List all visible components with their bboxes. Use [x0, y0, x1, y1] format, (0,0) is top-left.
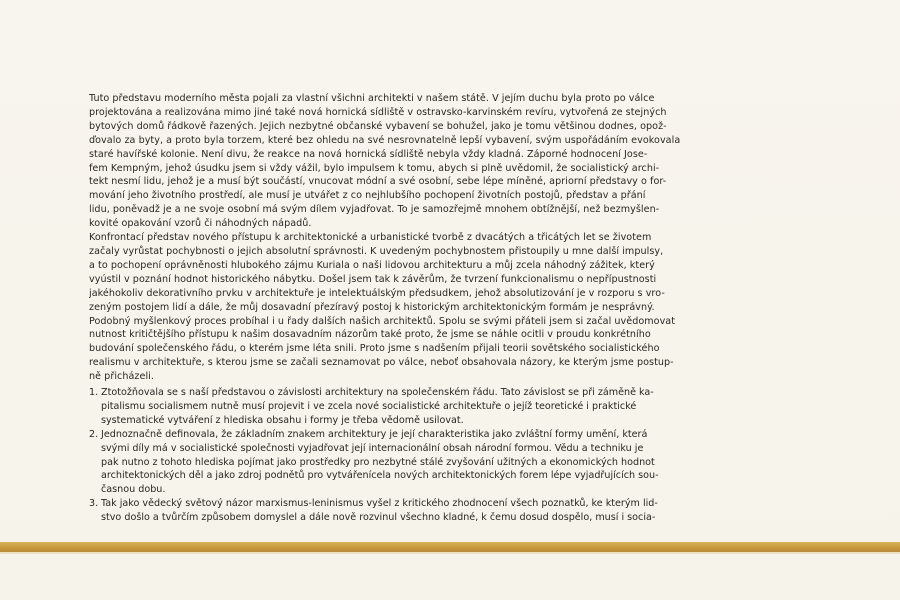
- text-line: fem Kempným, jehož úsudku jsem si vždy vážil, bylo impulsem k tomu, abych si plně uvědomil, že socialistický archi-: [89, 162, 660, 174]
- text-line: nutnost kritičtějšího přístupu k našim dosavadním názorům také proto, že jsme se náhle ocitli v proudu konkrétního: [89, 329, 651, 341]
- text-line: časnou dobu.: [101, 484, 166, 496]
- gold-band-edge: [0, 552, 900, 554]
- second-paragraph: [89, 231, 757, 384]
- intro-paragraph: [89, 92, 757, 231]
- text-line: mování jeho životního prostředí, ale musí je utvářet z co nejhlubšího pochopení životních postojů, představ a přání: [89, 190, 646, 202]
- text-line: realismu v architektuře, s kterou jsme se začali seznamovat po válce, neboť obsahovala názory, ke kterým jsme postup-: [89, 357, 674, 369]
- text-line: systematické vytváření z hlediska obsahu i formy je třeba vědomě usilovat.: [101, 414, 464, 426]
- text-line: pitalismu socialismem nutně musí projevit i ve zcela nové socialistické architektuře o jejíž teoretické i praktické: [101, 400, 637, 412]
- text-line: jakéhokoliv dekorativního prvku v architektuře je intelektuálským předsudkem, jehož absolutizování je v rozporu s vro-: [89, 287, 665, 299]
- text-line: stvo došlo a tvůrčím způsobem domyslel a dále nově rozvinul všechno kladné, k čemu dosud dospělo, musí i socia-: [101, 512, 656, 524]
- list-number: 2.: [89, 428, 99, 440]
- text-line: ně přicházeli.: [89, 371, 154, 383]
- text-line: projektována a realizována mimo jiné také nová hornická sídliště v ostravsko-karvinském revíru, vytvořená ze stejných: [89, 106, 667, 118]
- text-line: zeným postojem lidí a dále, že můj dosavadní přezíravý postoj k historickým architektonickým formám je nesprávný.: [89, 301, 655, 313]
- text-line: Ztotožňovala se s naší představou o závislosti architektury na společenském řádu. Tato závislost se při záměně ka-: [101, 387, 654, 398]
- text-line: pak nutno z tohoto hlediska pojímat jako prostředky pro nezbytné stálé zvyšování užitných a ekonomických hodnot: [101, 456, 655, 468]
- list-item-text: [89, 386, 757, 428]
- text-line: vyústil v poznání hodnot historického nábytku. Došel jsem tak k závěrům, že tvrzení funkcionalismu o nepřípustnosti: [89, 273, 657, 285]
- text-line: začaly vyrůstat pochybnosti o jejich absolutní správnosti. K uvedeným pochybnostem přistoupily u mne další impulsy,: [89, 245, 664, 257]
- text-line: lidu, poněvadž je a ne svoje osobní má svým dílem vyjadřovat. To je samozřejmě mnohem obtížnější, než bezmyšlen-: [89, 204, 660, 216]
- text-line: a to pochopení oprávněnosti hlubokého zájmu Kuriala o naši lidovou architekturu a můj zcela náhodný zážitek, který: [89, 259, 655, 271]
- text-line: Jednoznačně definovala, že základním znakem architektury je její charakteristika jako zvláštní formy umění, která: [101, 428, 648, 440]
- text-line: Podobný myšlenkový proces probíhal i u řady dalších našich architektů. Spolu se svými přáteli jsem si začal uvědomovat: [89, 315, 676, 327]
- numbered-list: [89, 386, 757, 525]
- list-item-text: [89, 497, 757, 525]
- text-line: tekt nesmí lidu, jehož je a musí být součástí, vnucovat módní a své osobní, sebe lépe míněné, apriorní představy o for-: [89, 176, 667, 188]
- text-line: architektonických děl a jako zdroj podnětů pro vytvářenícela nových architektonických forem lépe vyjadřujících sou-: [101, 470, 659, 482]
- list-item: [89, 497, 757, 525]
- main-text: [89, 92, 757, 384]
- list-item: [89, 428, 757, 498]
- list-item: [89, 386, 757, 428]
- gold-decorative-band: [0, 542, 900, 552]
- text-line: budování společenského řádu, o kterém jsme léta snili. Proto jsme s nadšením přijali teorii sovětského socialistického: [89, 343, 660, 355]
- text-line: ďovalo za byty, a proto byla torzem, které bez ohledu na své nesrovnatelně lepší vybavení, svým uspořádáním evokovala: [89, 134, 681, 146]
- text-line: Tuto představu moderního města pojali za vlastní všichni architekti v našem státě. V jejím duchu byla proto po válce: [89, 93, 655, 104]
- list-number: 3.: [89, 498, 99, 510]
- text-line: svými díly má v socialistické společnosti vyjadřovat její internacionální obsah národní formou. Vědu a techniku je: [101, 442, 644, 454]
- list-number: 1.: [89, 387, 99, 398]
- text-line: staré havířské kolonie. Není divu, že reakce na nová hornická sídliště nebyla vždy kladná. Záporné hodnocení Jose-: [89, 148, 648, 160]
- list-item-text: [89, 428, 757, 498]
- text-line: kovité opakování vzorů či náhodných nápadů.: [89, 218, 312, 230]
- text-line: Tak jako vědecký světový názor marxismus-leninismus vyšel z kritického zhodnocení všech poznatků, ke kterým lid-: [101, 498, 658, 510]
- text-line: bytových domů řádkově řazených. Jejich nezbytné občanské vybavení se bohužel, jako je tomu většinou dodnes, opož-: [89, 120, 667, 132]
- text-line: Konfrontací představ nového přístupu k architektonické a urbanistické tvorbě z dvacátých a třicátých let se životem: [89, 232, 652, 244]
